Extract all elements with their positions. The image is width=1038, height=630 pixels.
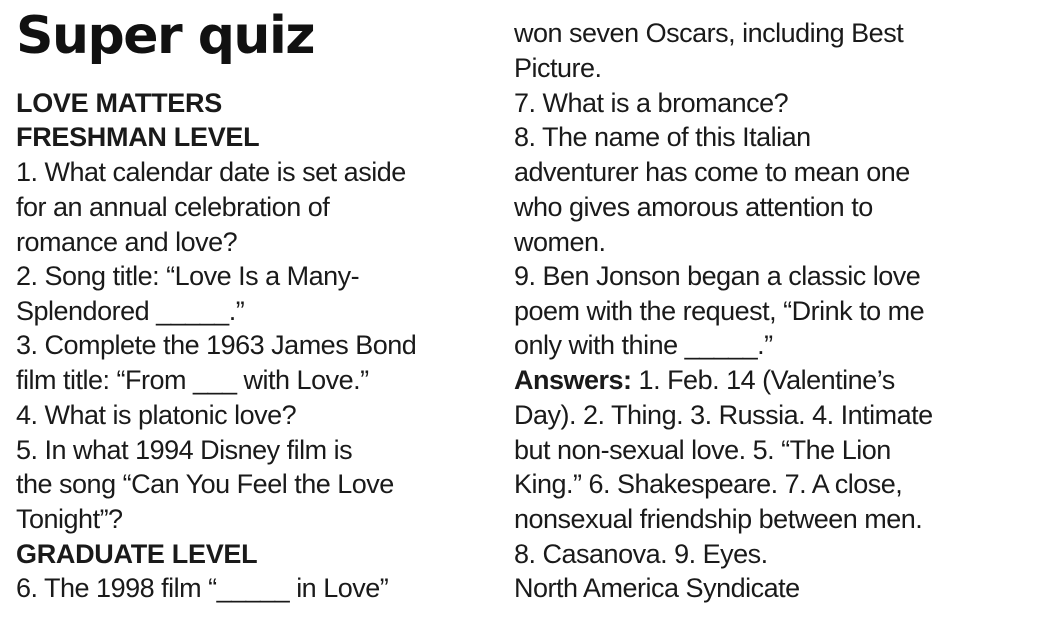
question-line: Picture. xyxy=(514,53,602,83)
answers-line xyxy=(514,363,895,397)
question-line: won seven Oscars, including Best xyxy=(514,18,904,48)
question-line: 3. Complete the 1963 James Bond xyxy=(16,330,417,360)
answers-label: Answers: xyxy=(514,365,632,395)
question-line: only with thine _____.” xyxy=(514,330,773,360)
question-line: 5. In what 1994 Disney film is xyxy=(16,435,353,465)
topic-heading: LOVE MATTERS xyxy=(16,88,222,118)
question-line: 1. What calendar date is set aside xyxy=(16,157,406,187)
question-line: 7. What is a bromance? xyxy=(514,88,789,118)
answers-line: nonsexual friendship between men. xyxy=(514,504,923,534)
question-line: romance and love? xyxy=(16,227,238,257)
question-line: adventurer has come to mean one xyxy=(514,157,910,187)
question-line: women. xyxy=(514,227,606,257)
question-line: 8. The name of this Italian xyxy=(514,122,811,152)
question-line: Tonight”? xyxy=(16,504,123,534)
question-line: film title: “From ___ with Love.” xyxy=(16,365,369,395)
question-line: the song “Can You Feel the Love xyxy=(16,469,394,499)
syndicate-credit: North America Syndicate xyxy=(514,573,800,603)
answers-line: but non-sexual love. 5. “The Lion xyxy=(514,435,891,465)
question-line: 4. What is platonic love? xyxy=(16,400,297,430)
graduate-level-heading: GRADUATE LEVEL xyxy=(16,539,258,569)
quiz-title: Super quiz xyxy=(16,6,315,66)
answers-text: 1. Feb. 14 (Valentine’s xyxy=(631,365,895,395)
freshman-level-heading: FRESHMAN LEVEL xyxy=(16,122,260,152)
answers-line: King.” 6. Shakespeare. 7. A close, xyxy=(514,469,903,499)
question-line: 9. Ben Jonson began a classic love xyxy=(514,261,921,291)
question-line: 6. The 1998 film “_____ in Love” xyxy=(16,573,389,603)
question-line: who gives amorous attention to xyxy=(514,192,873,222)
question-line: for an annual celebration of xyxy=(16,192,330,222)
question-line: 2. Song title: “Love Is a Many- xyxy=(16,261,360,291)
answers-line: Day). 2. Thing. 3. Russia. 4. Intimate xyxy=(514,400,933,430)
answers-line: 8. Casanova. 9. Eyes. xyxy=(514,539,768,569)
question-line: poem with the request, “Drink to me xyxy=(514,296,925,326)
question-line: Splendored _____.” xyxy=(16,296,245,326)
